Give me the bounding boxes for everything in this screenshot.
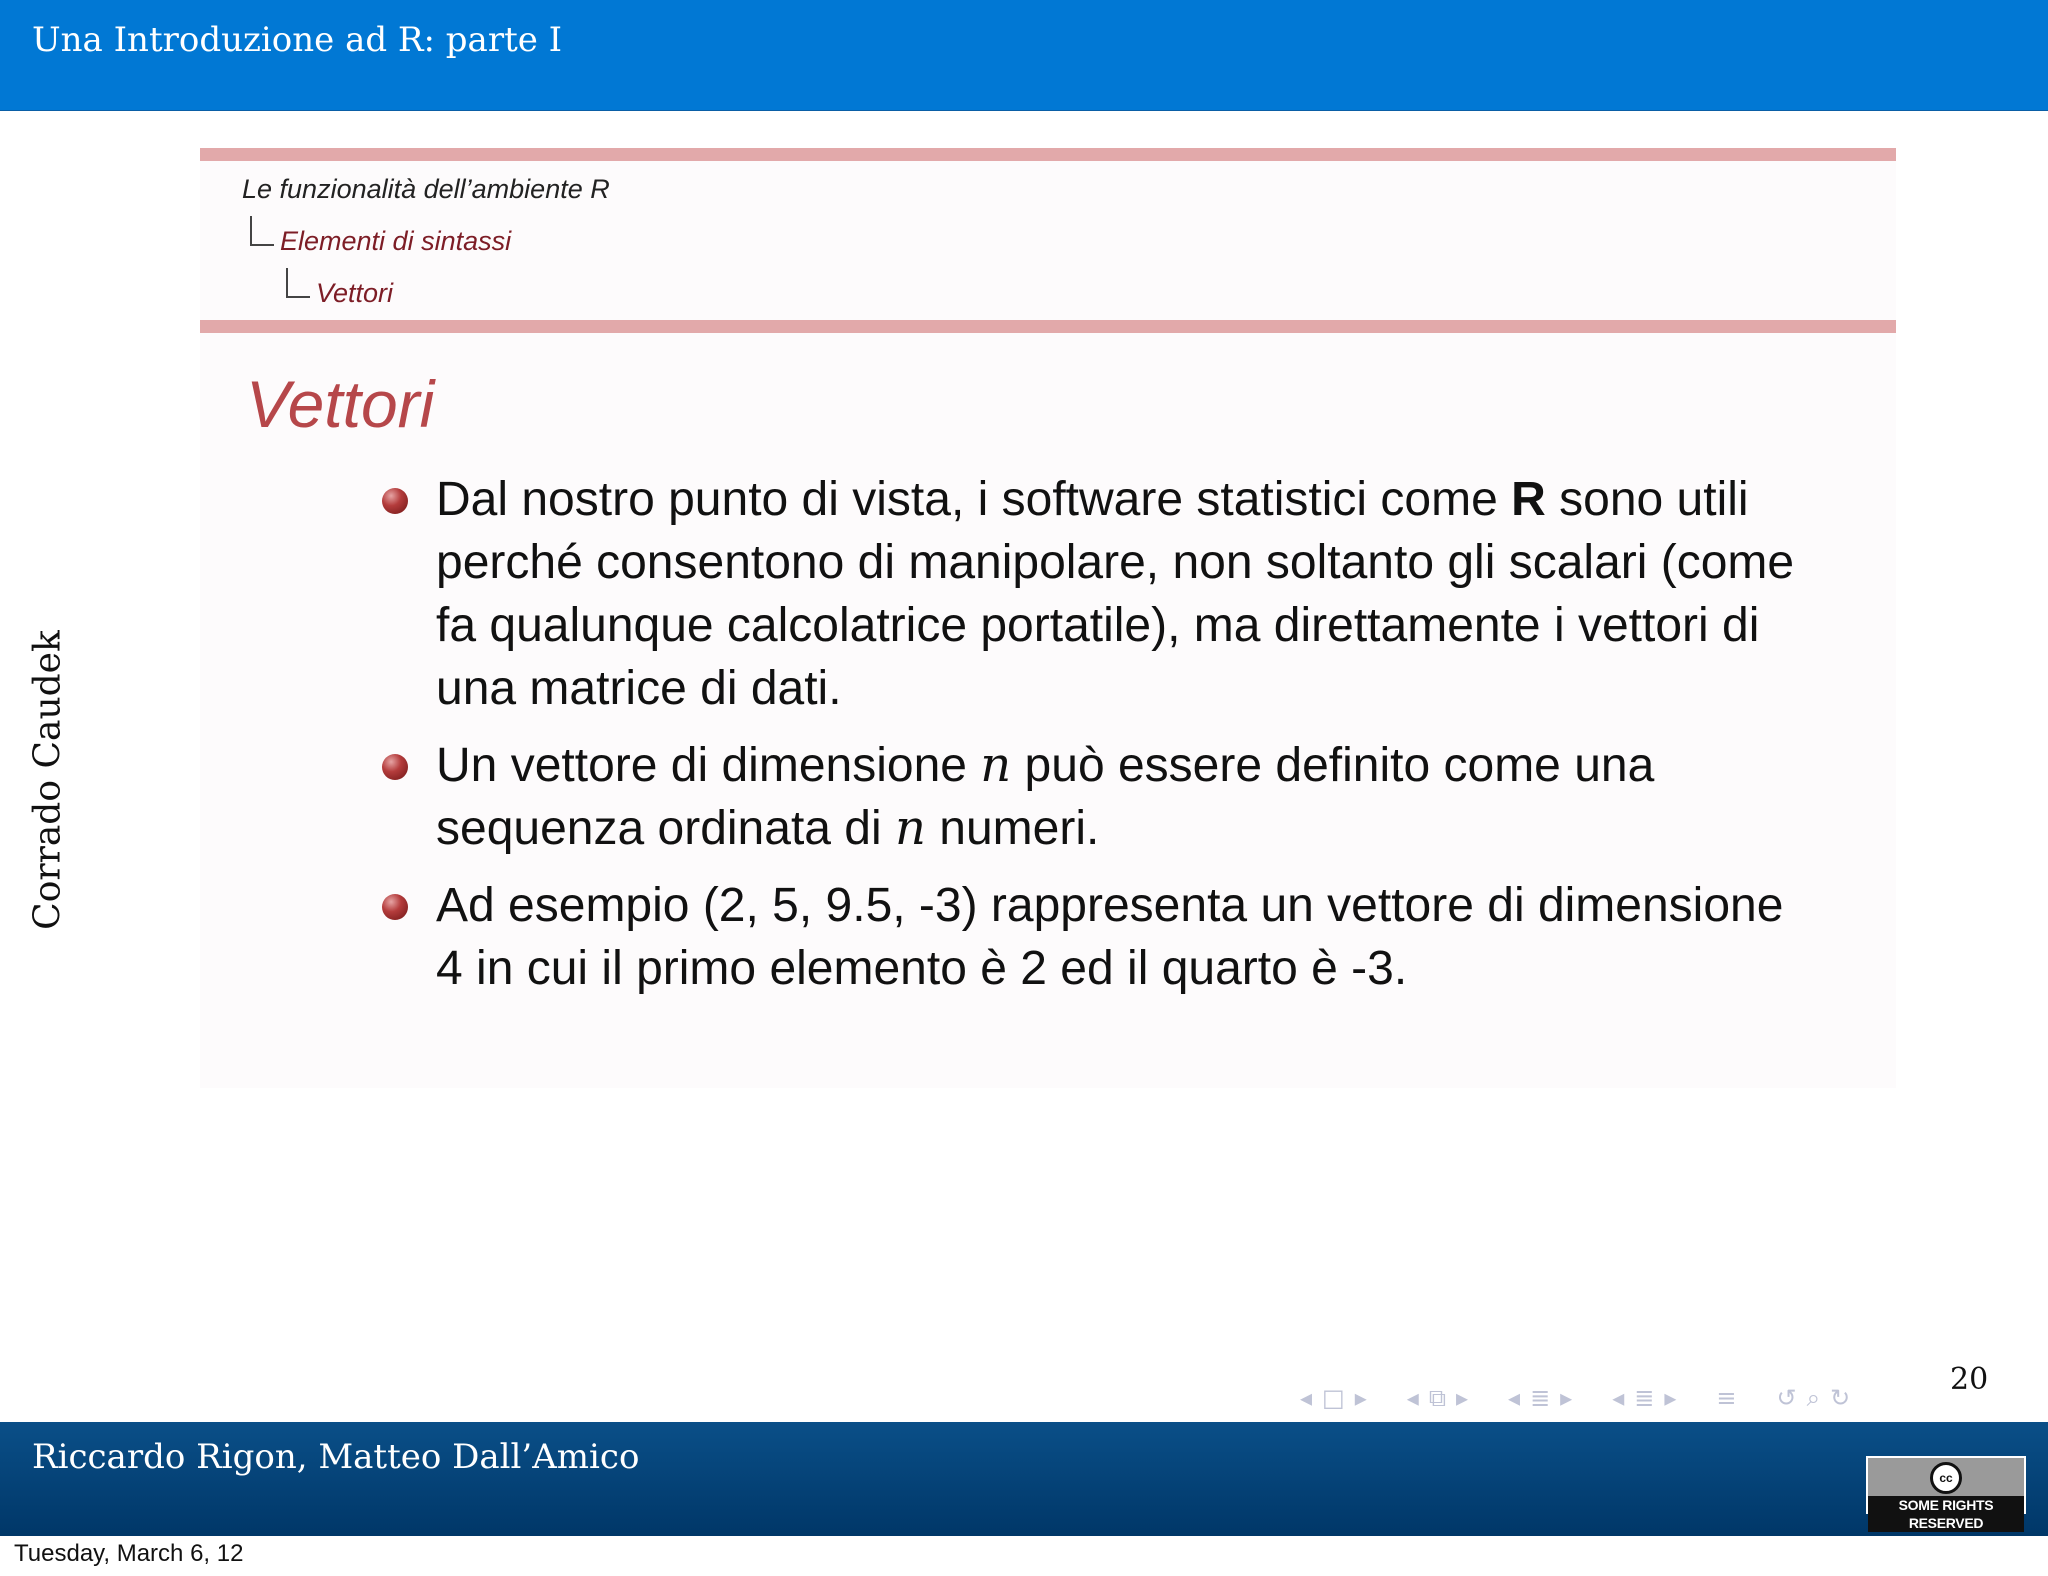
slide-frame [200,148,1896,1088]
subsection-icon[interactable]: ≣ [1530,1384,1551,1412]
bullet-item: Dal nostro punto di vista, i software statistici come R sono utili perché consentono di manipolare, non soltanto gli scalari (come fa qualunque calcolatrice portatile), ma direttamente i vettori di una matrice di dati. [382,468,1802,720]
breadcrumb-connector [250,216,274,246]
page-number: 20 [1950,1362,1989,1397]
r-bold: R [1511,473,1546,526]
math-variable: n [980,737,1012,793]
frames-icon[interactable]: ⧉ [1428,1384,1446,1412]
nav-prev-icon[interactable]: ◂ [1508,1384,1521,1412]
undo-icon[interactable]: ↺ [1776,1384,1797,1412]
bullet-list [382,468,1802,1014]
slide-title: Vettori [246,367,435,441]
bullet-ball-icon [382,894,408,920]
math-variable: n [895,800,926,856]
creative-commons-icon: cc [1930,1462,1962,1494]
nav-next-icon[interactable]: ▸ [1354,1384,1367,1412]
frame-icon[interactable]: □ [1322,1384,1345,1412]
breadcrumb-subsection[interactable]: Elementi di sintassi [280,226,512,256]
beamer-nav-bar [1300,1383,1850,1413]
nav-next-icon[interactable]: ▸ [1664,1384,1677,1412]
breadcrumb-section[interactable]: Le funzionalità dell’ambiente R [242,174,610,204]
bullet-ball-icon [382,488,408,514]
search-icon[interactable]: ⌕ [1806,1384,1821,1412]
cc-license-badge[interactable] [1866,1456,2026,1531]
section-icon[interactable]: ≣ [1634,1384,1655,1412]
nav-prev-icon[interactable]: ◂ [1300,1384,1313,1412]
date-stamp: Tuesday, March 6, 12 [14,1540,244,1567]
breadcrumb-connector [286,268,310,298]
breadcrumb-bottom-rule [200,320,1896,333]
license-text: SOME RIGHTS RESERVED [1868,1496,2024,1532]
bullet-ball-icon [382,754,408,780]
breadcrumb-frame[interactable]: Vettori [316,278,394,308]
redo-icon[interactable]: ↻ [1830,1384,1851,1412]
list-icon[interactable]: ≡ [1716,1384,1737,1412]
nav-next-icon[interactable]: ▸ [1560,1384,1573,1412]
sidebar-author: Corrado Caudek [27,630,69,930]
nav-prev-icon[interactable]: ◂ [1406,1384,1419,1412]
nav-prev-icon[interactable]: ◂ [1612,1384,1625,1412]
presentation-title: Una Introduzione ad R: parte I [32,20,563,60]
bullet-item: Ad esempio (2, 5, 9.5, -3) rappresenta un vettore di dimensione 4 in cui il primo elemento è 2 ed il quarto è -3. [382,874,1802,1000]
footer-authors: Riccardo Rigon, Matteo Dall’Amico [32,1437,640,1477]
bullet-item: Un vettore di dimensione n può essere definito come una sequenza ordinata di n numeri. [382,734,1802,860]
nav-next-icon[interactable]: ▸ [1455,1384,1469,1412]
breadcrumb-top-rule [200,148,1896,161]
